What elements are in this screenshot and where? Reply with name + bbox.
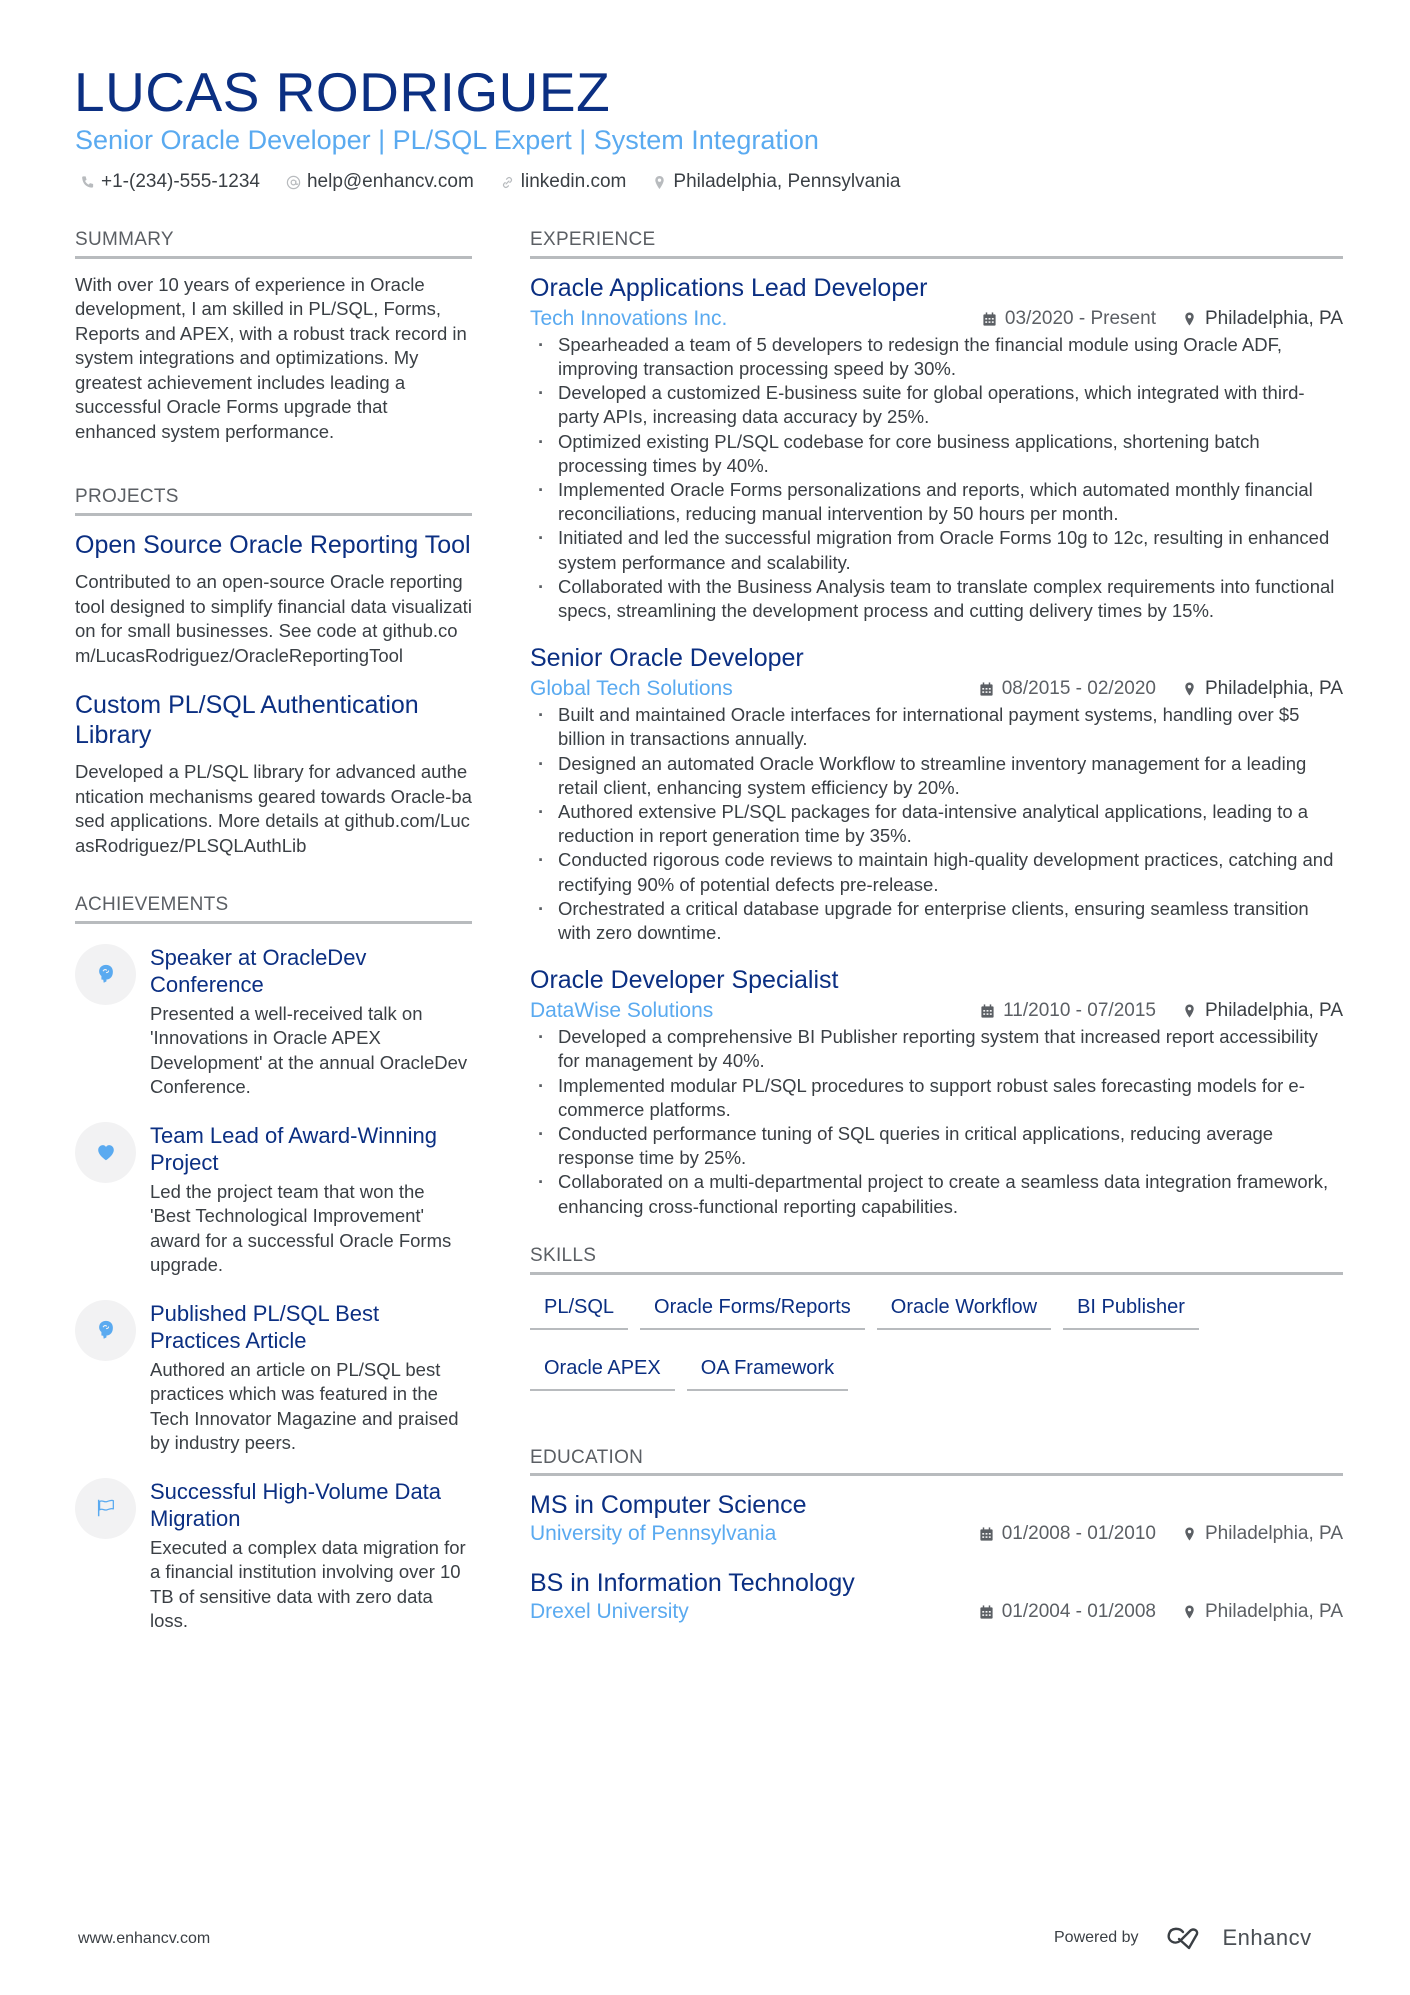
job-bullet: · Authored extensive PL/SQL packages for data-intensive analytical applications, leading to a reduction in report generation time by 35%. [530, 800, 1343, 848]
job-bullet: · Orchestrated a critical database upgrade for enterprise clients, ensuring seamless transition with zero downtime. [530, 897, 1343, 945]
calendar-icon [979, 1526, 994, 1542]
education-section [530, 1447, 1343, 1625]
experience-section [530, 229, 1343, 1219]
skill-tag: Oracle Forms/Reports [640, 1289, 865, 1330]
achievement-title: Published PL/SQL Best Practices Article [150, 1300, 380, 1354]
achievement-title: Successful High-Volume Data Migration [150, 1478, 442, 1532]
project-title: Custom PL/SQL Authentication Library [75, 691, 419, 750]
location-pin-icon [1182, 1604, 1197, 1620]
achievement-description: Led the project team that won the 'Best Technological Improvement' award for a successful Oracle Forms upgrade. [150, 1180, 452, 1276]
at-icon [286, 175, 301, 190]
achievement-description: Executed a complex data migration for a financial institution involving over 10 TB of sensitive data with zero data loss. [150, 1536, 466, 1632]
job-entry [530, 273, 1343, 623]
education-entry [530, 1568, 1343, 1624]
projects-section [75, 486, 472, 858]
job-location: Philadelphia, PA [1204, 678, 1343, 700]
job-bullet: · Implemented modular PL/SQL procedures to support robust sales forecasting models for e-commerce platforms. [530, 1074, 1343, 1122]
job-location: Philadelphia, PA [1204, 307, 1343, 329]
right-column [530, 229, 1343, 1638]
job-dates: 11/2010 - 07/2015 [1003, 1000, 1156, 1022]
achievement-icon-badge [75, 1478, 136, 1539]
company-name: DataWise Solutions [530, 999, 714, 1023]
job-bullets [530, 703, 1343, 945]
achievement-item [75, 1478, 472, 1634]
job-title: Oracle Applications Lead Developer [530, 273, 928, 302]
job-bullet: · Conducted rigorous code reviews to maintain high-quality development practices, catching and rectifying 90% of potential defects pre-release. [530, 848, 1343, 896]
achievement-title: Speaker at OracleDev Conference [150, 944, 367, 998]
job-bullet: · Developed a comprehensive BI Publisher reporting system that increased report accessibility for management by 40%. [530, 1025, 1343, 1073]
left-column [75, 229, 472, 1656]
contact-phone[interactable] [80, 171, 260, 193]
degree-title: BS in Information Technology [530, 1569, 855, 1598]
projects-heading: PROJECTS [75, 486, 472, 516]
contact-location-text: Philadelphia, Pennsylvania [673, 171, 901, 192]
school-name: Drexel University [530, 1600, 689, 1624]
achievement-description: Presented a well-received talk on 'Innovations in Oracle APEX Development' at the annual OracleDev Conference. [150, 1002, 468, 1098]
job-bullets [530, 333, 1343, 623]
brain-head-icon [95, 963, 117, 985]
achievement-item [75, 1122, 472, 1278]
education-dates: 01/2004 - 01/2008 [1001, 1601, 1156, 1623]
summary-text: With over 10 years of experience in Oracle development, I am skilled in PL/SQL, Forms, Reports and APEX, with a robust track record in system integrations and optimizations. My greatest achievement includes leading a successful Oracle Forms upgrade that enhanced system performance. [75, 273, 467, 442]
location-pin-icon [1182, 311, 1197, 327]
skill-tag: Oracle APEX [530, 1350, 675, 1391]
project-item [75, 530, 472, 668]
calendar-icon [982, 311, 997, 327]
education-location: Philadelphia, PA [1204, 1523, 1343, 1545]
education-entry [530, 1490, 1343, 1546]
brand-name: Enhancv [1222, 1925, 1312, 1950]
education-heading: EDUCATION [530, 1447, 1343, 1477]
job-bullet: · Implemented Oracle Forms personalizations and reports, which automated monthly financial reconciliations, reducing manual intervention by 50 hours per month. [530, 478, 1343, 526]
job-title: Senior Oracle Developer [530, 644, 804, 673]
calendar-icon [979, 1604, 994, 1620]
phone-icon [80, 175, 95, 190]
company-name: Tech Innovations Inc. [530, 306, 728, 330]
brain-head-icon [95, 1319, 117, 1341]
job-entry [530, 643, 1343, 945]
location-pin-icon [1182, 681, 1197, 697]
skills-heading: SKILLS [530, 1245, 1343, 1275]
job-bullet: · Developed a customized E-business suite for global operations, which integrated with third-party APIs, increasing data accuracy by 25%. [530, 381, 1343, 429]
skills-list [530, 1289, 1290, 1391]
summary-heading: SUMMARY [75, 229, 472, 259]
degree-title: MS in Computer Science [530, 1491, 807, 1520]
location-pin-icon [652, 175, 667, 190]
contact-bar [80, 171, 901, 193]
skill-tag: BI Publisher [1063, 1289, 1199, 1330]
candidate-name: LUCAS RODRIGUEZ [74, 61, 611, 123]
experience-heading: EXPERIENCE [530, 229, 1343, 259]
job-bullet: · Designed an automated Oracle Workflow to streamline inventory management for a leading retail client, enhancing system efficiency by 20%. [530, 752, 1343, 800]
flag-icon [95, 1497, 117, 1519]
achievement-item [75, 944, 472, 1100]
job-bullet: · Built and maintained Oracle interfaces for international payment systems, handling over $5 billion in transactions annually. [530, 703, 1343, 751]
summary-section [75, 229, 472, 444]
job-bullet: · Collaborated on a multi-departmental project to create a seamless data integration framework, enhancing cross-functional reporting capabilities. [530, 1170, 1343, 1218]
contact-linkedin-text: linkedin.com [520, 171, 627, 192]
job-bullets [530, 1025, 1343, 1219]
project-item [75, 690, 472, 858]
achievement-item [75, 1300, 472, 1456]
achievements-section [75, 894, 472, 1634]
project-description: Contributed to an open-source Oracle reporting tool designed to simplify financial data visualization for small businesses. See code at github.com/LucasRodriguez/OracleReportingTool [75, 571, 472, 666]
contact-location [652, 171, 900, 193]
education-dates: 01/2008 - 01/2010 [1001, 1523, 1156, 1545]
skills-section [530, 1245, 1343, 1391]
achievements-heading: ACHIEVEMENTS [75, 894, 472, 924]
skill-tag: PL/SQL [530, 1289, 628, 1330]
job-dates: 03/2020 - Present [1004, 307, 1156, 329]
company-name: Global Tech Solutions [530, 677, 733, 701]
location-pin-icon [1182, 1003, 1197, 1019]
enhancv-logo-icon [1165, 1925, 1213, 1951]
footer-branding[interactable] [1054, 1925, 1312, 1951]
education-location: Philadelphia, PA [1204, 1601, 1343, 1623]
achievement-icon-badge [75, 1122, 136, 1183]
job-bullet: · Conducted performance tuning of SQL queries in critical applications, reducing average response time by 25%. [530, 1122, 1343, 1170]
contact-phone-text: +1-(234)-555-1234 [101, 171, 260, 192]
candidate-headline: Senior Oracle Developer | PL/SQL Expert | System Integration [75, 125, 819, 155]
achievement-title: Team Lead of Award-Winning Project [150, 1122, 437, 1176]
contact-linkedin[interactable] [500, 171, 627, 193]
calendar-icon [979, 681, 994, 697]
job-bullet: · Optimized existing PL/SQL codebase for core business applications, shortening batch processing times by 40%. [530, 430, 1343, 478]
achievement-description: Authored an article on PL/SQL best practices which was featured in the Tech Innovator Magazine and praised by industry peers. [150, 1358, 459, 1454]
powered-by-label: Powered by [1054, 1929, 1139, 1946]
job-bullet: · Spearheaded a team of 5 developers to redesign the financial module using Oracle ADF, improving transaction processing speed by 30%. [530, 333, 1343, 381]
job-entry [530, 965, 1343, 1219]
location-pin-icon [1182, 1526, 1197, 1542]
calendar-icon [980, 1003, 995, 1019]
project-description: Developed a PL/SQL library for advanced authentication mechanisms geared towards Oracle-based applications. More details at github.com/LucasRodriguez/PLSQLAuthLib [75, 761, 472, 856]
project-title: Open Source Oracle Reporting Tool [75, 531, 471, 560]
footer-website-link[interactable]: www.enhancv.com [78, 1930, 211, 1947]
contact-email[interactable] [286, 171, 474, 193]
heart-icon [95, 1141, 117, 1163]
job-dates: 08/2015 - 02/2020 [1001, 678, 1156, 700]
school-name: University of Pennsylvania [530, 1522, 777, 1546]
job-bullet: · Initiated and led the successful migration from Oracle Forms 10g to 12c, resulting in enhanced system performance and scalability. [530, 526, 1343, 574]
link-icon [500, 175, 515, 190]
job-bullet: · Collaborated with the Business Analysis team to translate complex requirements into functional specs, streamlining the development process and cutting delivery times by 15%. [530, 575, 1343, 623]
contact-email-text: help@enhancv.com [306, 171, 474, 192]
job-title: Oracle Developer Specialist [530, 966, 839, 995]
skill-tag: OA Framework [687, 1350, 848, 1391]
skill-tag: Oracle Workflow [877, 1289, 1051, 1330]
achievement-icon-badge [75, 1300, 136, 1361]
achievement-icon-badge [75, 944, 136, 1005]
job-location: Philadelphia, PA [1204, 1000, 1343, 1022]
